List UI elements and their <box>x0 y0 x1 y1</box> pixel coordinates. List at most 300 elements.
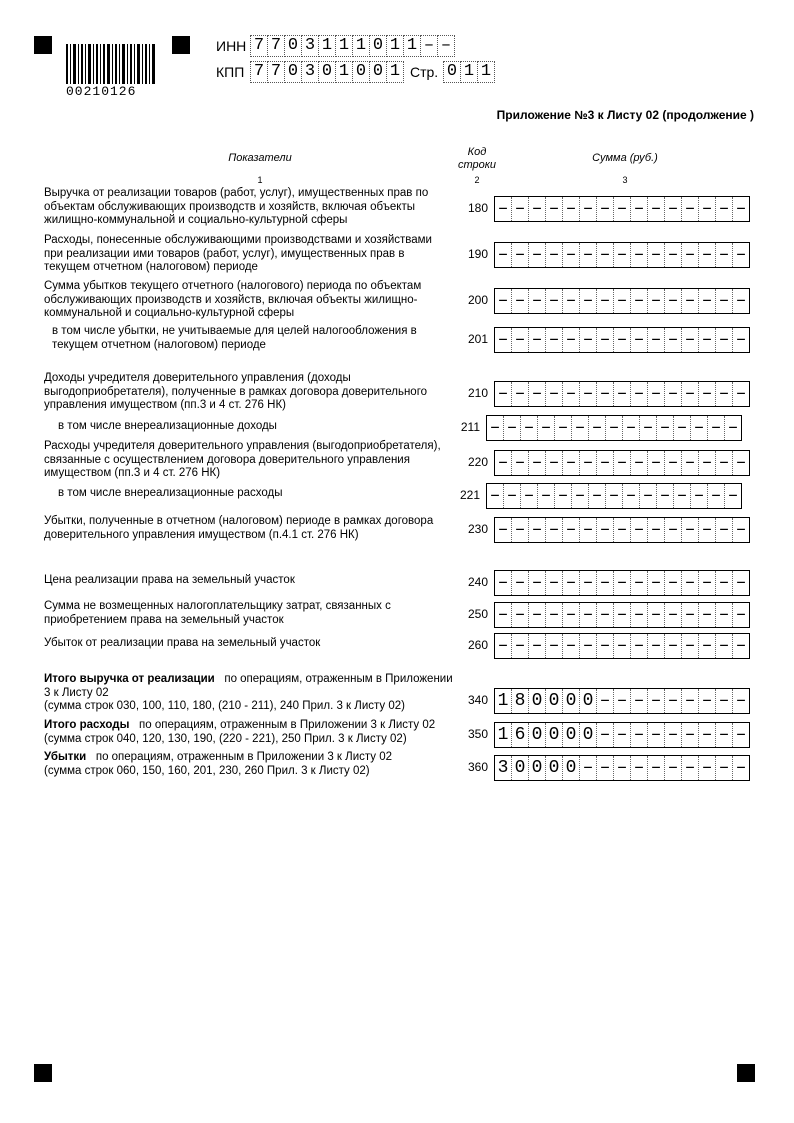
digit-cell: 1 <box>478 61 495 83</box>
sum-field <box>494 196 750 222</box>
sum-digit-cell: – <box>546 571 563 595</box>
sum-digit-cell: – <box>716 328 733 352</box>
digit-cell: 0 <box>443 61 461 83</box>
row-label-201: в том числе убытки, не учитываемые для целей налогообложения в текущем отчетном (налоговом) периоде <box>52 325 417 351</box>
sum-digit-cell: – <box>699 328 716 352</box>
sum-digit-cell: – <box>512 197 529 221</box>
sum-digit-cell: – <box>512 328 529 352</box>
total-row-title: Итого выручка от реализации <box>44 673 215 685</box>
barcode-image <box>66 44 156 84</box>
sum-digit-cell: – <box>682 382 699 406</box>
sum-digit-cell: – <box>529 289 546 313</box>
sum-field <box>494 688 750 714</box>
column-header-indicators: Показатели <box>228 152 292 164</box>
sum-digit-cell: – <box>580 197 597 221</box>
sum-digit-cell: – <box>580 756 597 780</box>
sum-digit-cell: – <box>665 634 682 658</box>
row-label-240: Цена реализации права на земельный участок <box>44 574 295 586</box>
sum-digit-cell: – <box>521 416 538 440</box>
column-number-3: 3 <box>622 175 628 185</box>
sum-digit-cell: – <box>529 518 546 542</box>
sum-digit-cell: – <box>529 603 546 627</box>
sum-digit-cell: – <box>597 603 614 627</box>
sum-digit-cell: – <box>735 725 747 745</box>
row-label-180: Выручка от реализации товаров (работ, услуг), имущественных прав по объектам обслуживающих производств и хозяйств, включая объекты жилищно-коммунальной и социально-культурной сферы <box>44 187 429 226</box>
sum-digit-cell: – <box>631 451 648 475</box>
sum-digit-cell: – <box>529 571 546 595</box>
sum-digit-cell: – <box>631 603 648 627</box>
sum-digit-cell: – <box>546 451 563 475</box>
sum-digit-cell: – <box>504 416 521 440</box>
sum-digit-cell: – <box>699 603 716 627</box>
sum-digit-cell: – <box>546 197 563 221</box>
sum-digit-cell: – <box>563 603 580 627</box>
row-label-221: в том числе внереализационные расходы <box>58 487 283 499</box>
sum-digit-cell: – <box>708 416 725 440</box>
sum-digit-cell: – <box>657 484 674 508</box>
sum-digit-cell: 1 <box>495 723 512 747</box>
sum-digit-cell: – <box>495 603 512 627</box>
sum-digit-cell: – <box>648 756 665 780</box>
sum-digit-cell: – <box>597 756 614 780</box>
sum-digit-cell: – <box>691 416 708 440</box>
sum-digit-cell: – <box>589 416 606 440</box>
sum-digit-cell: – <box>495 197 512 221</box>
sum-digit-cell: – <box>735 330 747 350</box>
digit-cell: 7 <box>268 61 285 83</box>
sum-digit-cell: 1 <box>495 689 512 713</box>
row-code-200: 200 <box>467 293 488 307</box>
sum-digit-cell: – <box>682 197 699 221</box>
sum-digit-cell: – <box>563 243 580 267</box>
sum-digit-cell: – <box>665 382 682 406</box>
sum-digit-cell: – <box>623 484 640 508</box>
digit-cell: 0 <box>285 61 302 83</box>
sum-digit-cell: – <box>735 520 747 540</box>
sum-digit-cell: – <box>597 518 614 542</box>
sum-digit-cell: 0 <box>529 689 546 713</box>
sum-digit-cell: – <box>716 518 733 542</box>
sum-digit-cell: – <box>631 243 648 267</box>
digit-cell: 0 <box>285 35 302 57</box>
digit-cell: 1 <box>387 61 404 83</box>
total-row-label-360 <box>44 751 462 778</box>
digit-cell: 0 <box>370 35 387 57</box>
row-code-210: 210 <box>467 386 488 400</box>
corner-marker-top-left <box>34 36 52 54</box>
sum-digit-cell: – <box>555 484 572 508</box>
sum-field <box>494 381 750 407</box>
sum-digit-cell: – <box>512 451 529 475</box>
sum-digit-cell: 0 <box>512 756 529 780</box>
sum-field <box>494 602 750 628</box>
sum-digit-cell: – <box>674 416 691 440</box>
sum-digit-cell: – <box>648 518 665 542</box>
sum-digit-cell: – <box>640 416 657 440</box>
sum-digit-cell: – <box>665 518 682 542</box>
sum-digit-cell: – <box>727 418 739 438</box>
sum-digit-cell: – <box>529 451 546 475</box>
total-row-formula: (сумма строк 040, 120, 130, 190, (220 - 221), 250 Прил. 3 к Листу 02) <box>44 732 407 745</box>
row-code-340: 340 <box>467 693 488 707</box>
digit-cell: 1 <box>319 35 336 57</box>
sum-digit-cell: 8 <box>512 689 529 713</box>
sum-digit-cell: – <box>657 416 674 440</box>
digit-cell: 1 <box>387 35 404 57</box>
sum-digit-cell: – <box>716 689 733 713</box>
sum-digit-cell: – <box>716 243 733 267</box>
sum-digit-cell: – <box>682 723 699 747</box>
digit-cell: 7 <box>250 61 268 83</box>
sum-digit-cell: – <box>580 243 597 267</box>
sum-digit-cell: – <box>716 603 733 627</box>
sum-digit-cell: – <box>682 756 699 780</box>
sum-digit-cell: – <box>716 756 733 780</box>
sum-digit-cell: – <box>597 634 614 658</box>
sum-digit-cell: – <box>716 289 733 313</box>
sum-digit-cell: – <box>648 243 665 267</box>
sum-digit-cell: – <box>727 486 739 506</box>
sum-digit-cell: – <box>665 243 682 267</box>
sum-digit-cell: – <box>546 243 563 267</box>
row-code-360: 360 <box>467 760 488 774</box>
sum-digit-cell: – <box>580 571 597 595</box>
sum-digit-cell: – <box>735 605 747 625</box>
sum-digit-cell: – <box>580 451 597 475</box>
sum-digit-cell: 3 <box>495 756 512 780</box>
sum-digit-cell: – <box>665 328 682 352</box>
row-label-220: Расходы учредителя доверительного управления (выгодоприобретателя), связанные с осуществлением договора доверительного управления имуществом (пп.3 и 4 ст. 276 НК) <box>44 440 441 479</box>
digit-cell: 1 <box>461 61 478 83</box>
row-code-180: 180 <box>467 201 488 215</box>
row-code-221: 221 <box>459 488 480 502</box>
sum-digit-cell: – <box>606 484 623 508</box>
sum-digit-cell: – <box>631 571 648 595</box>
sum-digit-cell: – <box>512 382 529 406</box>
sum-digit-cell: – <box>563 518 580 542</box>
sum-digit-cell: – <box>614 197 631 221</box>
total-row-label-350 <box>44 719 462 746</box>
digit-cell: 7 <box>268 35 285 57</box>
sum-digit-cell: 0 <box>529 723 546 747</box>
sum-digit-cell: – <box>529 382 546 406</box>
sum-digit-cell: – <box>665 197 682 221</box>
sum-digit-cell: – <box>682 328 699 352</box>
sum-digit-cell: – <box>597 723 614 747</box>
sum-digit-cell: – <box>495 518 512 542</box>
sum-digit-cell: – <box>665 723 682 747</box>
sum-digit-cell: – <box>735 453 747 473</box>
sum-digit-cell: – <box>614 723 631 747</box>
sum-field <box>494 288 750 314</box>
row-code-230: 230 <box>467 522 488 536</box>
sum-digit-cell: – <box>563 571 580 595</box>
sum-digit-cell: – <box>487 484 504 508</box>
sum-digit-cell: – <box>648 571 665 595</box>
total-row-label-340 <box>44 673 462 714</box>
sum-digit-cell: – <box>682 571 699 595</box>
sum-digit-cell: – <box>495 243 512 267</box>
sum-digit-cell: – <box>597 243 614 267</box>
digit-cell: 3 <box>302 61 319 83</box>
sum-digit-cell: – <box>631 723 648 747</box>
sum-digit-cell: – <box>665 289 682 313</box>
sum-digit-cell: – <box>597 571 614 595</box>
sum-field <box>494 517 750 543</box>
sum-digit-cell: – <box>699 289 716 313</box>
sum-digit-cell: – <box>614 518 631 542</box>
row-label-250: Сумма не возмещенных налогоплательщику затрат, связанных с приобретением права на земельный участок <box>44 600 391 626</box>
sum-digit-cell: – <box>614 603 631 627</box>
inn-field <box>250 35 455 57</box>
sum-field <box>486 483 742 509</box>
row-label-200: Сумма убытков текущего отчетного (налогового) периода по объектам обслуживающих производств и хозяйств, включая объекты жилищно-коммунальной и социально-культурной сферы <box>44 280 422 319</box>
barcode-number: 00210126 <box>66 84 137 99</box>
sum-digit-cell: – <box>631 756 648 780</box>
sum-digit-cell: – <box>735 245 747 265</box>
sum-digit-cell: – <box>597 382 614 406</box>
digit-cell: – <box>421 35 438 57</box>
sum-digit-cell: – <box>716 634 733 658</box>
sum-digit-cell: – <box>648 689 665 713</box>
sum-digit-cell: – <box>563 289 580 313</box>
sum-digit-cell: – <box>631 289 648 313</box>
sum-field <box>494 242 750 268</box>
digit-cell: – <box>438 35 455 57</box>
sum-digit-cell: – <box>538 484 555 508</box>
digit-cell: 1 <box>336 35 353 57</box>
sum-digit-cell: – <box>682 689 699 713</box>
sum-digit-cell: – <box>735 384 747 404</box>
sum-digit-cell: – <box>589 484 606 508</box>
sum-digit-cell: – <box>546 382 563 406</box>
sum-digit-cell: – <box>665 756 682 780</box>
sum-digit-cell: – <box>648 197 665 221</box>
sum-digit-cell: – <box>614 756 631 780</box>
sum-digit-cell: 0 <box>546 689 563 713</box>
row-label-230: Убытки, полученные в отчетном (налоговом) периоде в рамках договора доверительного управления имуществом (п.4.1 ст. 276 НК) <box>44 515 434 541</box>
sum-digit-cell: 0 <box>580 723 597 747</box>
sum-field <box>494 755 750 781</box>
sum-digit-cell: – <box>597 451 614 475</box>
sum-digit-cell: – <box>495 289 512 313</box>
sum-digit-cell: – <box>735 199 747 219</box>
corner-marker-bottom-left <box>34 1064 52 1082</box>
sum-digit-cell: – <box>597 289 614 313</box>
row-code-211: 211 <box>460 420 480 434</box>
column-number-1: 1 <box>257 175 263 185</box>
sum-field <box>494 570 750 596</box>
sum-digit-cell: – <box>648 382 665 406</box>
sum-digit-cell: 0 <box>563 689 580 713</box>
digit-cell: 1 <box>353 35 370 57</box>
total-row-description: по операциям, отраженным в Приложении 3 к Листу 02 <box>44 673 453 699</box>
sum-digit-cell: – <box>512 634 529 658</box>
sum-digit-cell: – <box>580 603 597 627</box>
column-number-2: 2 <box>474 175 480 185</box>
row-label-190: Расходы, понесенные обслуживающими производствами и хозяйствами при реализации ими товаров (работ, услуг), имущественных прав в текущем отчетном (налоговом) периоде <box>44 234 432 273</box>
sum-digit-cell: 0 <box>563 756 580 780</box>
sum-digit-cell: – <box>614 571 631 595</box>
digit-cell: 1 <box>404 35 421 57</box>
sum-digit-cell: – <box>682 634 699 658</box>
sum-digit-cell: – <box>640 484 657 508</box>
column-header-sum: Сумма (руб.) <box>592 152 658 164</box>
sum-digit-cell: – <box>563 382 580 406</box>
sum-digit-cell: – <box>631 518 648 542</box>
sum-digit-cell: – <box>606 416 623 440</box>
sum-digit-cell: – <box>614 451 631 475</box>
sum-digit-cell: – <box>631 382 648 406</box>
sum-digit-cell: 6 <box>512 723 529 747</box>
sum-digit-cell: – <box>538 416 555 440</box>
sum-digit-cell: – <box>563 328 580 352</box>
sum-digit-cell: – <box>580 634 597 658</box>
corner-marker-top-right <box>172 36 190 54</box>
sum-digit-cell: – <box>631 328 648 352</box>
sum-digit-cell: – <box>648 451 665 475</box>
sum-digit-cell: – <box>580 328 597 352</box>
sum-digit-cell: – <box>682 518 699 542</box>
sum-digit-cell: – <box>512 518 529 542</box>
sum-digit-cell: – <box>631 689 648 713</box>
sum-digit-cell: – <box>521 484 538 508</box>
sum-digit-cell: – <box>735 636 747 656</box>
sum-digit-cell: – <box>546 634 563 658</box>
sum-digit-cell: – <box>735 758 747 778</box>
sum-digit-cell: – <box>691 484 708 508</box>
kpp-field <box>250 61 404 83</box>
sum-digit-cell: – <box>699 382 716 406</box>
sum-digit-cell: – <box>487 416 504 440</box>
digit-cell: 0 <box>319 61 336 83</box>
digit-cell: 7 <box>250 35 268 57</box>
sum-digit-cell: – <box>735 291 747 311</box>
total-row-title: Убытки <box>44 751 87 763</box>
sum-digit-cell: – <box>735 573 747 593</box>
sum-digit-cell: – <box>504 484 521 508</box>
sum-digit-cell: – <box>699 571 716 595</box>
sum-digit-cell: – <box>648 328 665 352</box>
sum-digit-cell: – <box>699 451 716 475</box>
sum-digit-cell: – <box>512 571 529 595</box>
sum-digit-cell: – <box>665 689 682 713</box>
sum-digit-cell: – <box>674 484 691 508</box>
sum-digit-cell: 0 <box>580 689 597 713</box>
total-row-description: по операциям, отраженным в Приложении 3 к Листу 02 <box>95 751 393 763</box>
sum-digit-cell: – <box>614 382 631 406</box>
sum-digit-cell: – <box>699 518 716 542</box>
total-row-formula: (сумма строк 060, 150, 160, 201, 230, 260 Прил. 3 к Листу 02) <box>44 764 370 777</box>
row-label-210: Доходы учредителя доверительного управления (доходы выгодоприобретателя), полученные в рамках договора доверительного управления имуществом (пп.3 и 4 ст. 276 НК) <box>44 372 428 411</box>
column-header-code: Код строки <box>457 146 497 171</box>
sum-digit-cell: – <box>648 723 665 747</box>
sum-digit-cell: – <box>597 328 614 352</box>
total-row-description: по операциям, отраженным в Приложении 3 к Листу 02 <box>139 719 436 731</box>
sum-digit-cell: 0 <box>546 723 563 747</box>
row-code-350: 350 <box>467 727 488 741</box>
sum-digit-cell: – <box>699 197 716 221</box>
row-code-240: 240 <box>467 575 488 589</box>
sum-digit-cell: – <box>546 328 563 352</box>
sum-digit-cell: – <box>665 571 682 595</box>
sum-digit-cell: – <box>716 723 733 747</box>
sum-digit-cell: – <box>614 289 631 313</box>
total-row-formula: (сумма строк 030, 100, 110, 180, (210 - 211), 240 Прил. 3 к Листу 02) <box>44 700 405 712</box>
sum-digit-cell: – <box>699 689 716 713</box>
inn-label: ИНН <box>216 38 247 54</box>
sum-field <box>486 415 742 441</box>
sum-digit-cell: – <box>546 603 563 627</box>
sum-digit-cell: 0 <box>546 756 563 780</box>
digit-cell: 3 <box>302 35 319 57</box>
sum-digit-cell: – <box>708 484 725 508</box>
row-label-211: в том числе внереализационные доходы <box>58 420 277 432</box>
sum-digit-cell: – <box>529 197 546 221</box>
sum-digit-cell: – <box>580 518 597 542</box>
sum-digit-cell: – <box>699 723 716 747</box>
sum-digit-cell: – <box>555 416 572 440</box>
sum-digit-cell: – <box>563 451 580 475</box>
sum-digit-cell: – <box>512 603 529 627</box>
sum-digit-cell: – <box>495 634 512 658</box>
sum-digit-cell: – <box>735 691 747 711</box>
sum-digit-cell: – <box>529 328 546 352</box>
sum-digit-cell: – <box>716 451 733 475</box>
sum-digit-cell: – <box>648 603 665 627</box>
sum-digit-cell: – <box>648 289 665 313</box>
sum-digit-cell: – <box>495 328 512 352</box>
page-label: Стр. <box>410 64 439 80</box>
sum-digit-cell: – <box>563 197 580 221</box>
sum-digit-cell: – <box>512 243 529 267</box>
sum-digit-cell: – <box>699 634 716 658</box>
sum-digit-cell: – <box>495 571 512 595</box>
sum-digit-cell: – <box>529 634 546 658</box>
sum-digit-cell: – <box>682 451 699 475</box>
sum-digit-cell: – <box>665 451 682 475</box>
digit-cell: 0 <box>370 61 387 83</box>
sum-digit-cell: – <box>614 634 631 658</box>
sum-digit-cell: – <box>572 416 589 440</box>
sum-digit-cell: – <box>716 571 733 595</box>
sum-digit-cell: – <box>597 689 614 713</box>
sum-digit-cell: – <box>614 243 631 267</box>
sum-digit-cell: – <box>597 197 614 221</box>
digit-cell: 1 <box>336 61 353 83</box>
sum-digit-cell: – <box>631 634 648 658</box>
kpp-label: КПП <box>216 64 245 80</box>
page-number-field <box>443 61 495 83</box>
sum-digit-cell: – <box>614 328 631 352</box>
sum-digit-cell: – <box>631 197 648 221</box>
sum-digit-cell: – <box>546 289 563 313</box>
digit-cell: 0 <box>353 61 370 83</box>
row-code-190: 190 <box>467 247 488 261</box>
sum-digit-cell: – <box>495 451 512 475</box>
sum-digit-cell: – <box>716 197 733 221</box>
sum-digit-cell: – <box>495 382 512 406</box>
sum-field <box>494 450 750 476</box>
sum-digit-cell: – <box>682 289 699 313</box>
sum-digit-cell: – <box>699 243 716 267</box>
sum-digit-cell: 0 <box>529 756 546 780</box>
row-code-201: 201 <box>467 332 488 346</box>
sum-digit-cell: – <box>546 518 563 542</box>
sum-field <box>494 327 750 353</box>
sum-digit-cell: – <box>614 689 631 713</box>
sum-digit-cell: – <box>682 603 699 627</box>
